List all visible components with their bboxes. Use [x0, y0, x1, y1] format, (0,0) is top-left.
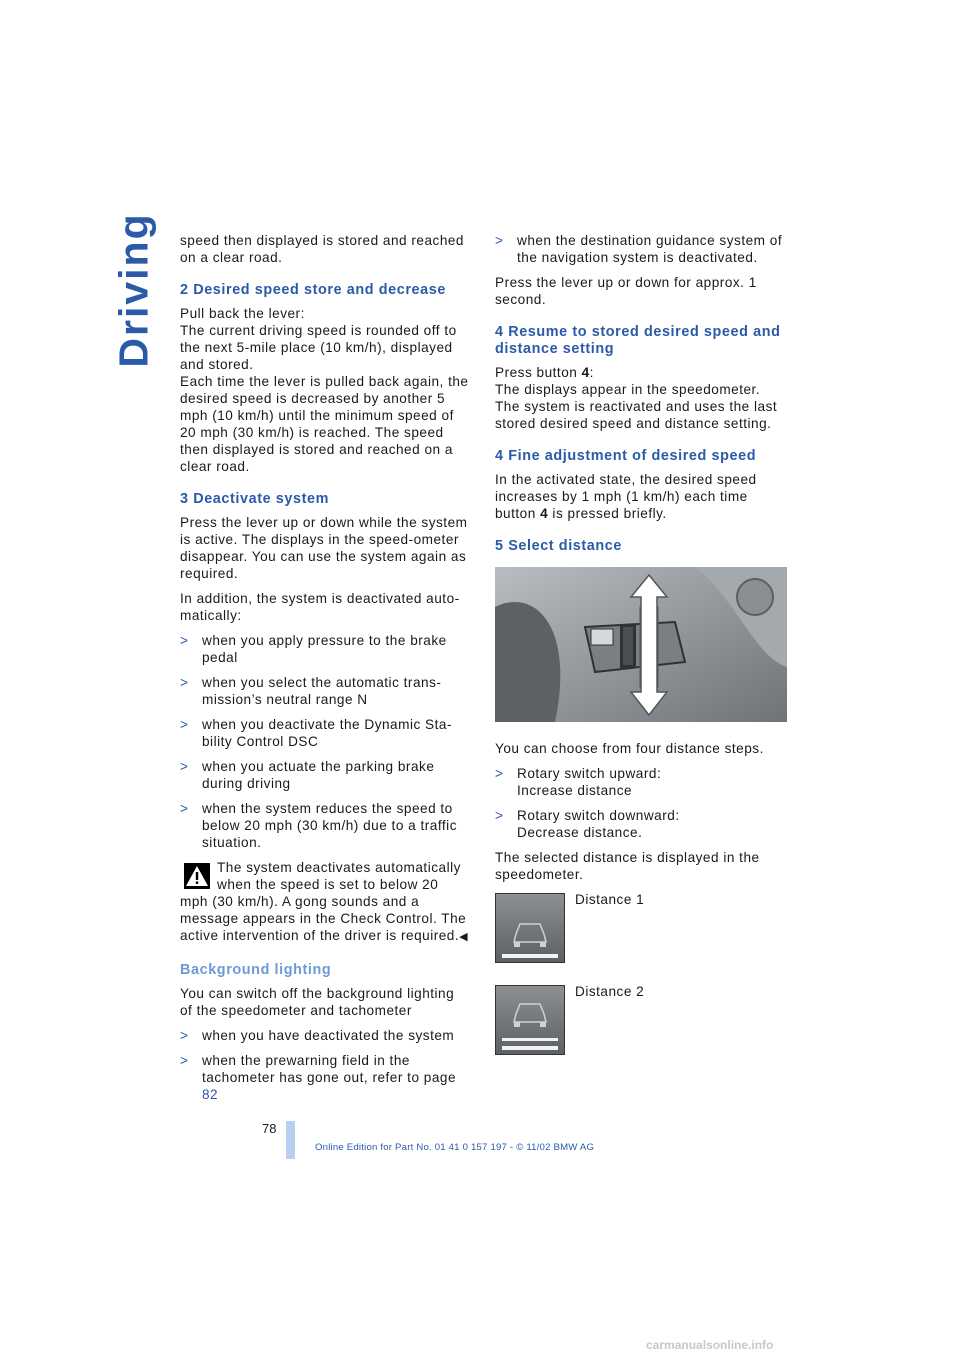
steering-lever-illustration — [495, 567, 787, 722]
distance-2-row — [495, 983, 790, 1069]
warning-note — [180, 859, 470, 946]
bullet-marker: > — [180, 1028, 189, 1043]
end-marker-icon: ◀ — [459, 931, 469, 943]
distance-1-icon — [495, 893, 565, 963]
distance-1-label: Distance 1 — [575, 892, 645, 907]
heading-select-distance: 5 Select distance — [495, 538, 622, 554]
car-icon — [496, 894, 564, 962]
chapter-title-text: Driving — [110, 212, 157, 368]
distance-2-icon — [495, 985, 565, 1055]
resume-text-c: : The displays appear in the speedometer. The system is reactivated and uses the last stored desired speed and distance setting. — [495, 365, 778, 431]
list-item-text: Rotary switch downward: Decrease distance. — [517, 808, 680, 840]
bullet-marker: > — [495, 766, 504, 781]
distance-1-row — [495, 891, 790, 977]
list-item-text: when you deactivate the Dynamic Sta-bility Control DSC — [202, 717, 452, 749]
deactivate-text-2: In addition, the system is deactivated auto-matically: — [180, 591, 460, 623]
choose-distance-text: You can choose from four distance steps. — [495, 741, 764, 756]
list-item — [180, 716, 470, 750]
fine-adjustment-text — [495, 471, 790, 522]
page-marker-bar — [286, 1121, 295, 1159]
fine-text-a: In the activated state, the desired speed increases by 1 mph (1 km/h) each time button — [495, 472, 757, 521]
list-item-text: when the prewarning field in the tachometer has gone out, refer to page — [202, 1053, 457, 1085]
list-item-text: Rotary switch upward: Increase distance — [517, 766, 662, 798]
bullet-marker: > — [495, 233, 504, 248]
list-item-text: when the system reduces the speed to below 20 mph (30 km/h) due to a traffic situation. — [202, 801, 457, 850]
list-item-text: when you select the automatic trans-mission’s neutral range N — [202, 675, 442, 707]
heading-resume: 4 Resume to stored desired speed and distance setting — [495, 324, 781, 357]
fine-text-c: is pressed briefly. — [548, 506, 667, 521]
bullet-marker: > — [180, 801, 189, 816]
distance-2-label: Distance 2 — [575, 984, 645, 999]
warning-text: The system deactivates automatically when the speed is set to below 20 mph (30 km/h). A gong sounds and a message appears in the Check Control. The active intervention of the driver is required. — [180, 860, 467, 943]
resume-text-a: Press button — [495, 365, 582, 380]
deactivate-text-1: Press the lever up or down while the system is active. The displays in the speed-ometer disappear. You can use the system again as required. — [180, 515, 468, 581]
bullet-marker: > — [495, 808, 504, 823]
desired-speed-text: Pull back the lever: The current driving speed is rounded off to the next 5-mile place (10 km/h), displayed and stored. Each time the lever is pulled back again, the desired speed is decreased by another 5 mph (10 km/h) until the minimum speed of 20 mph (30 km/h) is reached. The speed then displayed is stored and reached on a clear road. — [180, 306, 469, 474]
heading-deactivate: 3 Deactivate system — [180, 491, 329, 507]
bullet-marker: > — [180, 675, 189, 690]
bullet-marker: > — [180, 633, 189, 648]
chapter-side-title — [110, 212, 157, 368]
list-item — [180, 632, 470, 666]
list-item — [180, 758, 470, 792]
list-item-text: when you actuate the parking brake during driving — [202, 759, 435, 791]
bullet-marker: > — [180, 717, 189, 732]
heading-desired-speed: 2 Desired speed store and decrease — [180, 282, 446, 298]
bullet-marker: > — [180, 1053, 189, 1068]
intro-text: speed then displayed is stored and reached on a clear road. — [180, 233, 464, 265]
list-item — [180, 1027, 470, 1044]
list-item — [495, 807, 790, 841]
list-item — [495, 765, 790, 799]
bullet-marker: > — [180, 759, 189, 774]
heading-fine-adjustment: 4 Fine adjustment of desired speed — [495, 448, 757, 464]
page-number: 78 — [262, 1121, 277, 1136]
press-lever-text: Press the lever up or down for approx. 1 second. — [495, 275, 757, 307]
background-lighting-text: You can switch off the background lighting of the speedometer and tachometer — [180, 986, 455, 1018]
watermark: carmanualsonline.info — [646, 1338, 774, 1352]
rotary-switch-photo — [495, 567, 787, 722]
button-number: 4 — [540, 506, 549, 521]
list-item-text: when the destination guidance system of the navigation system is deactivated. — [517, 233, 783, 265]
list-item — [180, 1052, 470, 1103]
list-item — [180, 674, 470, 708]
resume-text — [495, 364, 790, 432]
right-column — [495, 232, 790, 1069]
button-number: 4 — [581, 365, 590, 380]
list-item — [180, 800, 470, 851]
page-ref-link[interactable]: 82 — [202, 1087, 219, 1102]
list-item — [495, 232, 790, 266]
left-column — [180, 232, 470, 1111]
car-icon — [496, 986, 564, 1054]
warning-icon — [184, 863, 210, 889]
selected-distance-text: The selected distance is displayed in the speedometer. — [495, 850, 760, 882]
heading-background-lighting: Background lighting — [180, 962, 332, 978]
footer-edition: Online Edition for Part No. 01 41 0 157 197 - © 11/02 BMW AG — [315, 1142, 595, 1153]
list-item-text: when you have deactivated the system — [202, 1028, 455, 1043]
list-item-text: when you apply pressure to the brake pedal — [202, 633, 447, 665]
